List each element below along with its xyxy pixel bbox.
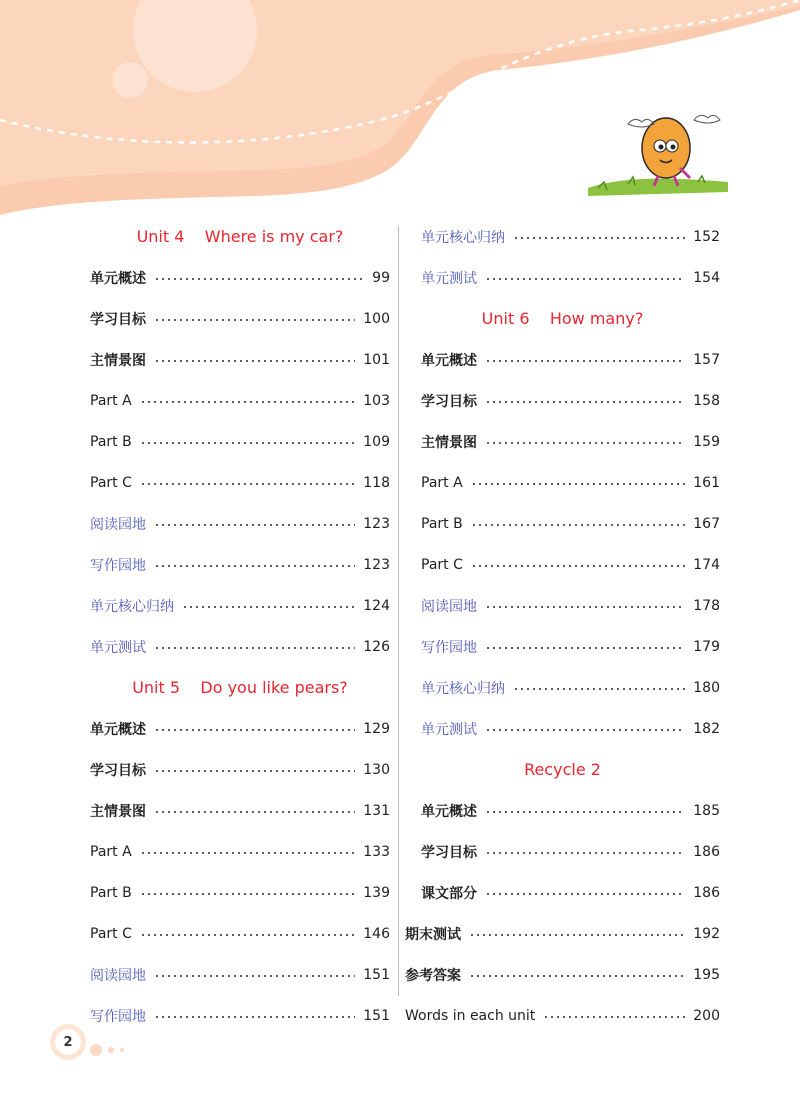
toc-entry-label: 主情景图 bbox=[90, 352, 146, 369]
toc-entry-label: Part A bbox=[90, 392, 132, 409]
toc-entry[interactable] bbox=[90, 954, 390, 995]
toc-entry-label: 阅读园地 bbox=[421, 598, 477, 615]
dot-leader bbox=[140, 401, 356, 403]
toc-entry-label: 主情景图 bbox=[421, 434, 477, 451]
toc-entry-label: 参考答案 bbox=[405, 967, 461, 984]
dot-leader bbox=[485, 401, 685, 403]
toc-entry-page: 167 bbox=[693, 515, 720, 532]
toc-entry-label: 单元测试 bbox=[421, 721, 477, 738]
toc-entry-label: Part B bbox=[90, 884, 132, 901]
toc-entry[interactable] bbox=[90, 503, 390, 544]
toc-entry[interactable] bbox=[405, 790, 720, 831]
toc-entry[interactable] bbox=[405, 421, 720, 462]
toc-entry-page: 185 bbox=[693, 802, 720, 819]
toc-entry[interactable] bbox=[405, 995, 720, 1036]
dot-leader bbox=[140, 442, 356, 444]
unit-heading: Recycle 2 bbox=[524, 760, 601, 779]
toc-entry-page: 129 bbox=[363, 720, 390, 737]
toc-entry[interactable] bbox=[90, 626, 390, 667]
toc-entry[interactable] bbox=[90, 298, 390, 339]
dot-leader bbox=[154, 565, 355, 567]
dot-leader bbox=[471, 565, 685, 567]
toc-entry[interactable] bbox=[90, 913, 390, 954]
dot-leader bbox=[469, 934, 685, 936]
dot-leader bbox=[154, 278, 364, 280]
toc-entry-label: 阅读园地 bbox=[90, 967, 146, 984]
dot-leader bbox=[140, 934, 355, 936]
toc-entry-label: 单元核心归纳 bbox=[421, 229, 505, 246]
dot-leader bbox=[485, 729, 685, 731]
dot-leader bbox=[154, 729, 355, 731]
toc-entry[interactable] bbox=[90, 339, 390, 380]
toc-entry[interactable] bbox=[405, 544, 720, 585]
toc-entry-label: 单元核心归纳 bbox=[90, 598, 174, 615]
toc-entry-label: Part B bbox=[90, 433, 132, 450]
toc-entry-page: 131 bbox=[363, 802, 390, 819]
toc-entry-label: 课文部分 bbox=[421, 885, 477, 902]
toc-entry[interactable] bbox=[405, 626, 720, 667]
toc-entry-label: 单元核心归纳 bbox=[421, 680, 505, 697]
unit-heading: Unit 5 Do you like pears? bbox=[132, 678, 348, 697]
toc-entry-page: 133 bbox=[363, 843, 390, 860]
toc-entry-page: 179 bbox=[693, 638, 720, 655]
decorative-dot bbox=[120, 1048, 124, 1052]
toc-entry-page: 151 bbox=[363, 966, 390, 983]
dot-leader bbox=[485, 606, 685, 608]
toc-entry-page: 109 bbox=[363, 433, 390, 450]
toc-entry-label: 单元概述 bbox=[421, 803, 477, 820]
toc-entry-page: 146 bbox=[363, 925, 390, 942]
dot-leader bbox=[154, 770, 355, 772]
toc-entry-page: 158 bbox=[693, 392, 720, 409]
toc-entry-page: 151 bbox=[363, 1007, 390, 1024]
toc-entry-label: Words in each unit bbox=[405, 1007, 536, 1024]
toc-left-column bbox=[90, 216, 390, 1036]
toc-entry-label: Part A bbox=[90, 843, 132, 860]
toc-entry[interactable] bbox=[405, 380, 720, 421]
toc-entry-label: 单元测试 bbox=[90, 639, 146, 656]
toc-entry-label: 主情景图 bbox=[90, 803, 146, 820]
toc-entry[interactable] bbox=[90, 421, 390, 462]
dot-leader bbox=[140, 893, 356, 895]
toc-entry-page: 174 bbox=[693, 556, 720, 573]
dot-leader bbox=[485, 442, 685, 444]
toc-entry-page: 161 bbox=[693, 474, 720, 491]
dot-leader bbox=[543, 1016, 685, 1018]
dot-leader bbox=[469, 975, 685, 977]
toc-entry-label: 写作园地 bbox=[90, 1008, 146, 1025]
dot-leader bbox=[471, 483, 686, 485]
unit-heading: Unit 4 Where is my car? bbox=[136, 227, 344, 246]
toc-entry-label: 学习目标 bbox=[90, 762, 146, 779]
toc-entry-label: Part B bbox=[421, 515, 463, 532]
toc-entry-label: 单元概述 bbox=[90, 270, 146, 287]
toc-entry[interactable] bbox=[90, 708, 390, 749]
toc-entry-page: 157 bbox=[693, 351, 720, 368]
dot-leader bbox=[154, 647, 355, 649]
toc-entry[interactable] bbox=[90, 380, 390, 421]
toc-entry-label: 单元测试 bbox=[421, 270, 477, 287]
column-divider bbox=[398, 226, 399, 996]
toc-entry-page: 178 bbox=[693, 597, 720, 614]
toc-right-column bbox=[405, 216, 720, 1036]
unit-heading: Unit 6 How many? bbox=[481, 309, 644, 328]
toc-entry-page: 186 bbox=[693, 884, 720, 901]
dot-leader bbox=[513, 237, 685, 239]
toc-entry[interactable] bbox=[90, 790, 390, 831]
toc-entry-page: 186 bbox=[693, 843, 720, 860]
toc-entry-page: 124 bbox=[363, 597, 390, 614]
toc-entry[interactable] bbox=[90, 544, 390, 585]
toc-entry-page: 101 bbox=[363, 351, 390, 368]
page-number-badge bbox=[50, 1024, 86, 1060]
dot-leader bbox=[485, 893, 685, 895]
dot-leader bbox=[154, 319, 355, 321]
toc-entry[interactable] bbox=[405, 339, 720, 380]
toc-entry-page: 180 bbox=[693, 679, 720, 696]
toc-entry[interactable] bbox=[405, 667, 720, 708]
dot-leader bbox=[513, 688, 685, 690]
toc-entry-page: 200 bbox=[693, 1007, 720, 1024]
toc-entry-page: 192 bbox=[693, 925, 720, 942]
toc-entry[interactable] bbox=[405, 831, 720, 872]
dot-leader bbox=[471, 524, 686, 526]
toc-entry-page: 130 bbox=[363, 761, 390, 778]
toc-entry[interactable] bbox=[90, 995, 390, 1036]
toc-entry-page: 139 bbox=[363, 884, 390, 901]
toc-entry[interactable] bbox=[90, 257, 390, 298]
toc-entry[interactable] bbox=[405, 872, 720, 913]
toc-entry-label: 单元概述 bbox=[421, 352, 477, 369]
toc-entry-page: 103 bbox=[363, 392, 390, 409]
toc-entry-page: 154 bbox=[693, 269, 720, 286]
decorative-dot bbox=[90, 1044, 102, 1056]
toc-entry-label: Part C bbox=[421, 556, 463, 573]
toc-entry-page: 99 bbox=[372, 269, 390, 286]
toc-entry-label: 学习目标 bbox=[421, 393, 477, 410]
toc-entry[interactable] bbox=[405, 708, 720, 749]
toc-entry-page: 118 bbox=[363, 474, 390, 491]
toc-entry-page: 152 bbox=[693, 228, 720, 245]
dot-leader bbox=[154, 811, 355, 813]
toc-entry[interactable] bbox=[405, 462, 720, 503]
dot-leader bbox=[485, 360, 685, 362]
dot-leader bbox=[154, 360, 355, 362]
toc-entry[interactable] bbox=[405, 216, 720, 257]
page-number: 2 bbox=[55, 1029, 81, 1055]
toc-entry-page: 159 bbox=[693, 433, 720, 450]
toc-entry-label: Part A bbox=[421, 474, 463, 491]
toc-entry[interactable] bbox=[405, 503, 720, 544]
toc-entry-label: 写作园地 bbox=[90, 557, 146, 574]
toc-entry-page: 195 bbox=[693, 966, 720, 983]
toc-entry[interactable] bbox=[90, 585, 390, 626]
toc-entry-page: 126 bbox=[363, 638, 390, 655]
dot-leader bbox=[182, 606, 355, 608]
toc-entry-label: 单元概述 bbox=[90, 721, 146, 738]
dot-leader bbox=[140, 852, 356, 854]
toc-entry-label: 写作园地 bbox=[421, 639, 477, 656]
toc-entry[interactable] bbox=[90, 749, 390, 790]
dot-leader bbox=[485, 852, 685, 854]
dot-leader bbox=[154, 1016, 355, 1018]
toc-entry-label: 期末测试 bbox=[405, 926, 461, 943]
dot-leader bbox=[140, 483, 355, 485]
decorative-dot bbox=[108, 1047, 114, 1053]
dot-leader bbox=[485, 811, 685, 813]
toc-entry-page: 182 bbox=[693, 720, 720, 737]
toc-entry-label: Part C bbox=[90, 474, 132, 491]
toc-entry[interactable] bbox=[90, 831, 390, 872]
toc-entry[interactable] bbox=[90, 872, 390, 913]
egg-character-icon bbox=[588, 110, 728, 200]
toc-entry[interactable] bbox=[405, 954, 720, 995]
toc-entry[interactable] bbox=[90, 462, 390, 503]
toc-entry[interactable] bbox=[405, 913, 720, 954]
toc-entry[interactable] bbox=[405, 585, 720, 626]
dot-leader bbox=[154, 524, 355, 526]
toc-entry-label: Part C bbox=[90, 925, 132, 942]
toc-entry-label: 学习目标 bbox=[421, 844, 477, 861]
toc-entry[interactable] bbox=[405, 257, 720, 298]
toc-entry-label: 学习目标 bbox=[90, 311, 146, 328]
dot-leader bbox=[485, 278, 685, 280]
toc-entry-page: 100 bbox=[363, 310, 390, 327]
dot-leader bbox=[154, 975, 355, 977]
toc-entry-page: 123 bbox=[363, 556, 390, 573]
toc-entry-label: 阅读园地 bbox=[90, 516, 146, 533]
dot-leader bbox=[485, 647, 685, 649]
toc-entry-page: 123 bbox=[363, 515, 390, 532]
